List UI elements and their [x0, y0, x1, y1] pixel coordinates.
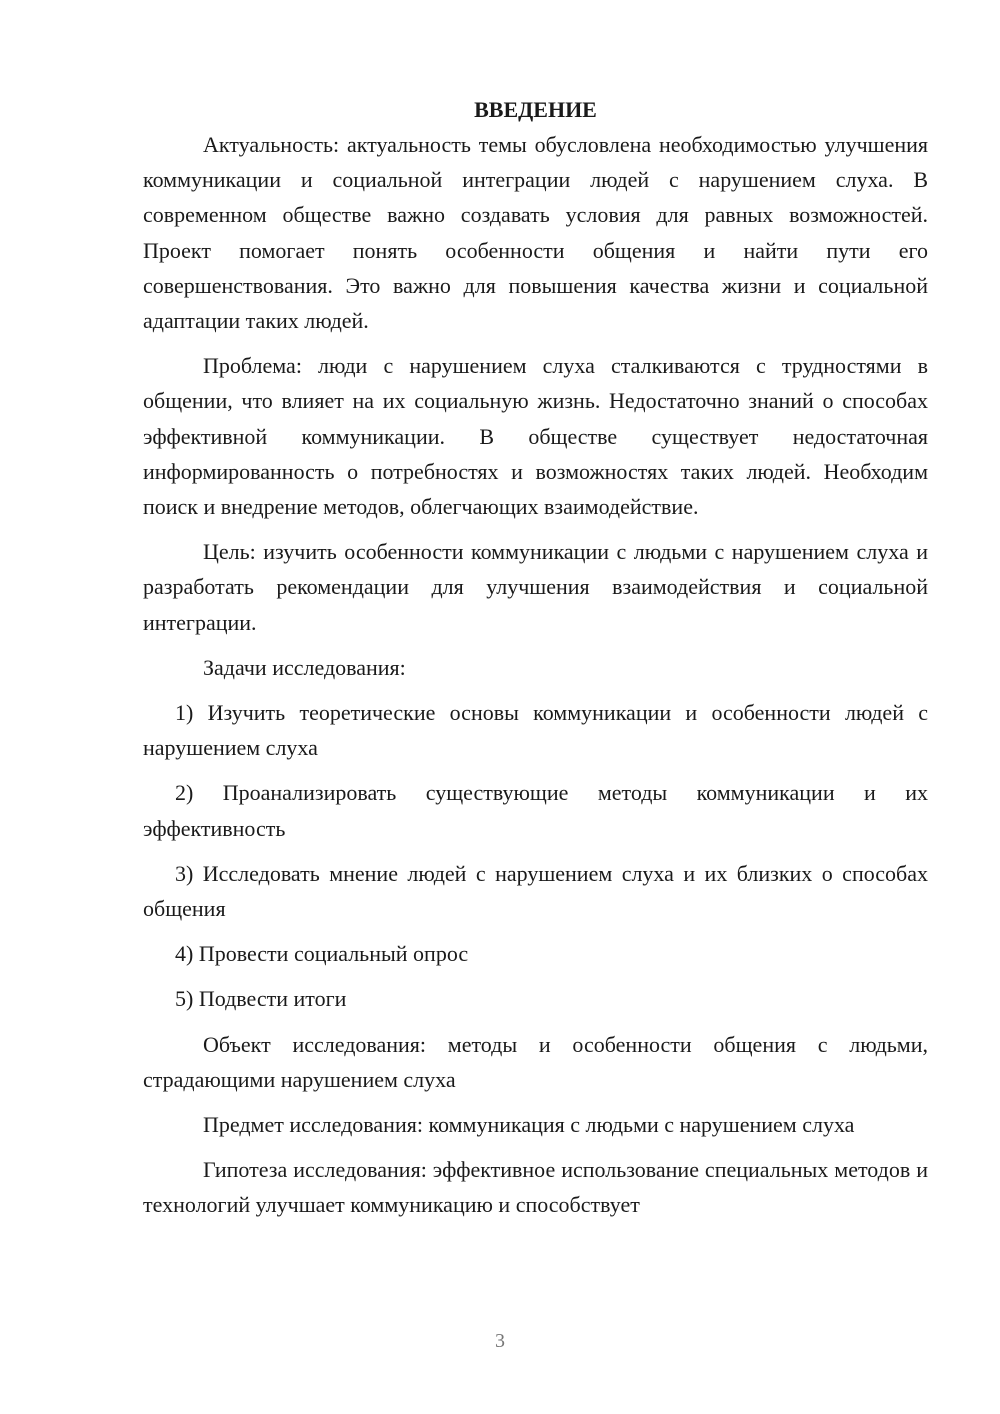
page-number: 3: [495, 1330, 505, 1352]
paragraph-problem: Проблема: люди с нарушением слуха сталкиваются с трудностями в общении, что влияет на их социальную жизнь. Недостаточно знаний о способах эффективной коммуникации. В обществе существует недостаточная информированность о потребностях и возможностях таких людей. Необходим поиск и внедрение методов, облегчающих взаимодействие.: [143, 353, 928, 520]
list-item-task-5: 5) Подвести итоги: [175, 986, 347, 1012]
paragraph-goal: Цель: изучить особенности коммуникации с людьми с нарушением слуха и разработать рекомендации для улучшения взаимодействия и социальной интеграции.: [143, 539, 928, 635]
document-page: [143, 92, 928, 1233]
list-item-task-2: 2) Проанализировать существующие методы коммуникации и их эффективность: [143, 780, 928, 841]
paragraph-subject: Предмет исследования: коммуникация с людьми с нарушением слуха: [203, 1112, 855, 1138]
paragraph-relevance: Актуальность: актуальность темы обусловлена необходимостью улучшения коммуникации и социальной интеграции людей с нарушением слуха. В современном обществе важно создавать условия для равных возможностей. Проект помогает понять особенности общения и найти пути его совершенствования. Это важно для повышения качества жизни и социальной адаптации таких людей.: [143, 132, 928, 334]
paragraph-object: Объект исследования: методы и особенности общения с людьми, страдающими нарушением слуха: [143, 1031, 928, 1092]
list-item-task-4: 4) Провести социальный опрос: [175, 941, 469, 967]
paragraph-hypothesis: Гипотеза исследования: эффективное использование специальных методов и технологий улучшает коммуникацию и способствует: [143, 1157, 928, 1218]
section-heading: ВВЕДЕНИЕ: [474, 97, 597, 122]
list-item-task-1: 1) Изучить теоретические основы коммуникации и особенности людей с нарушением слуха: [143, 700, 928, 761]
paragraph-tasks-heading: Задачи исследования:: [203, 654, 406, 680]
list-item-task-3: 3) Исследовать мнение людей с нарушением слуха и их близких о способах общения: [143, 860, 928, 922]
